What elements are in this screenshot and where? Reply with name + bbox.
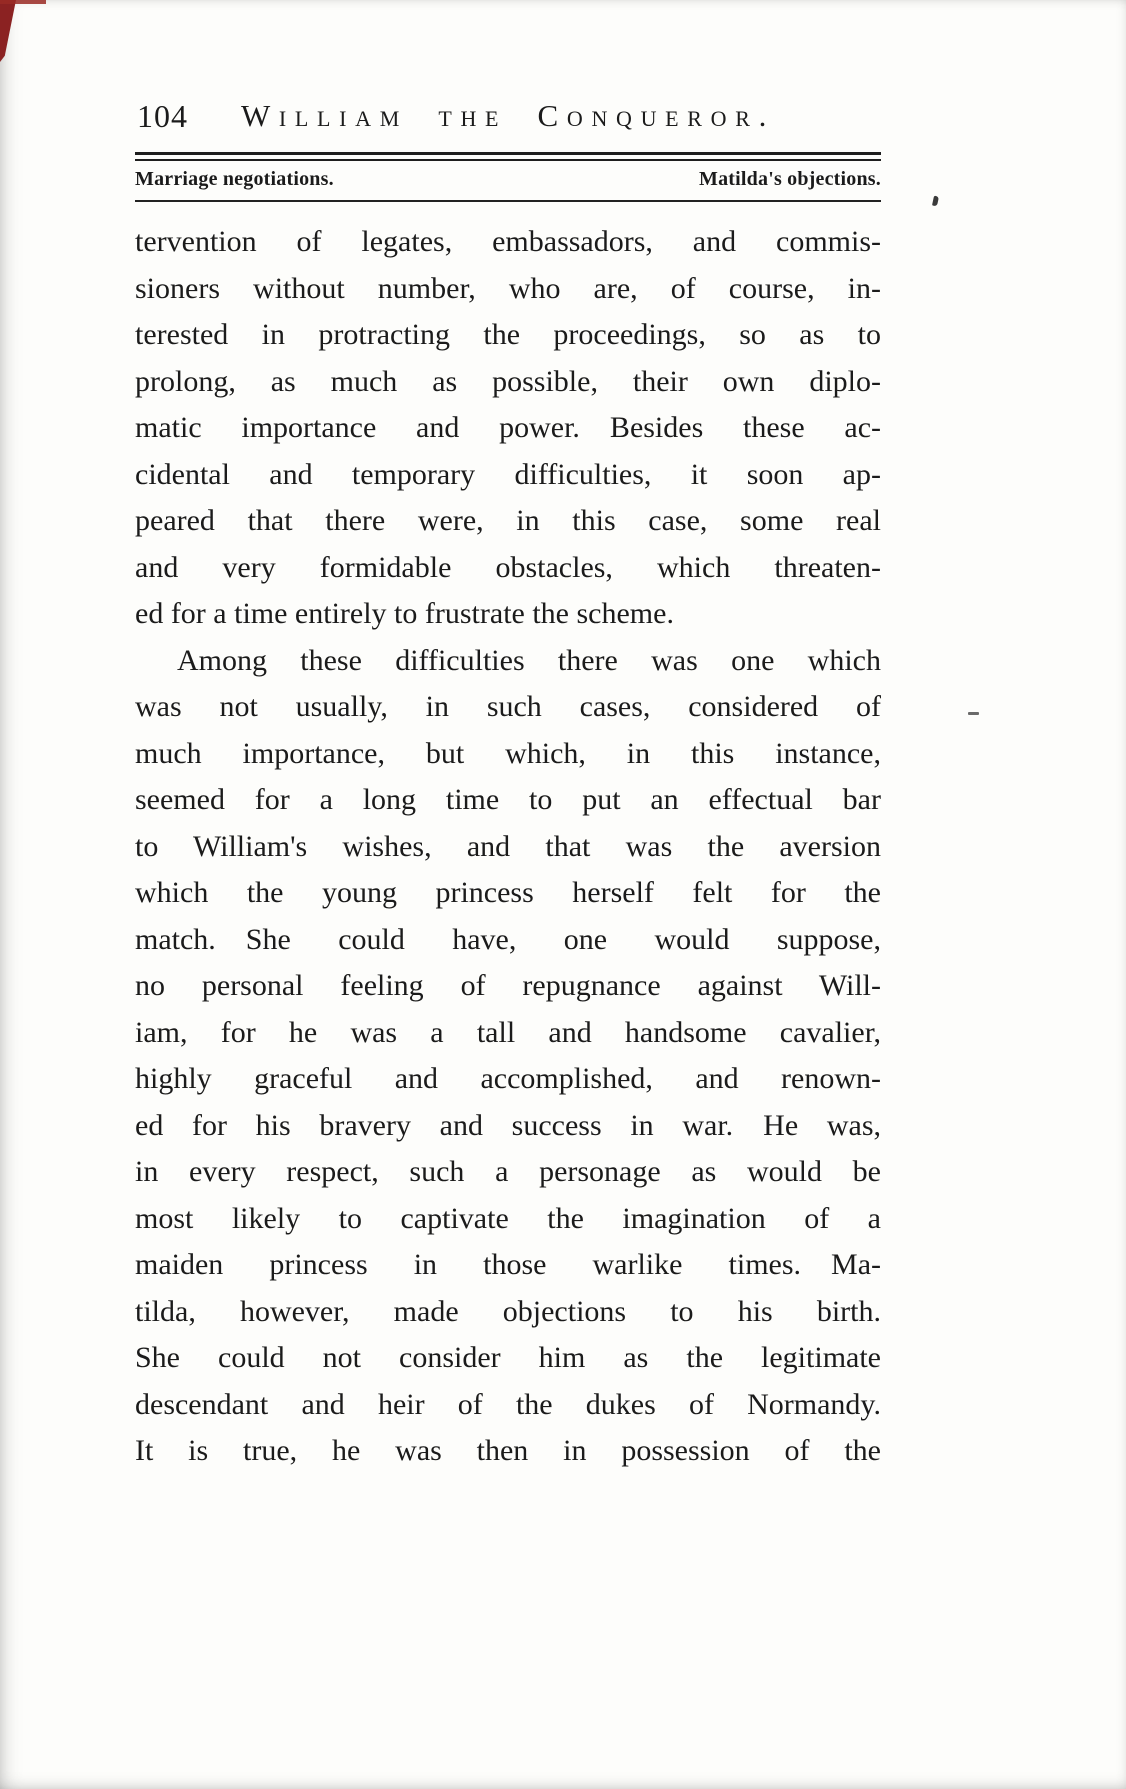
- text-line: iam, for he was a tall and handsome cavalier,: [135, 1015, 881, 1049]
- scan-artifact-red-corner: [0, 0, 16, 62]
- running-head-right: Matilda's objections.: [699, 168, 881, 190]
- text-line: highly graceful and accomplished, and renown-: [135, 1062, 881, 1095]
- text-line: match. She could have, one would suppose,: [135, 922, 881, 956]
- text-line: prolong, as much as possible, their own diplo-: [135, 364, 881, 398]
- text-line: descendant and heir of the dukes of Normandy.: [135, 1387, 881, 1421]
- page-title: William the Conqueror.: [240, 98, 775, 133]
- text-line: seemed for a long time to put an effectual bar: [135, 783, 881, 816]
- single-rule-divider: [135, 200, 881, 202]
- text-line: It is true, he was then in possession of the: [135, 1434, 881, 1467]
- double-rule-divider: [135, 152, 881, 161]
- text-line: peared that there were, in this case, some real: [135, 504, 881, 537]
- text-line: terested in protracting the proceedings, so as to: [135, 318, 881, 351]
- text-line: in every respect, such a personage as would be: [135, 1155, 881, 1188]
- text-line: matic importance and power. Besides these ac-: [135, 411, 881, 444]
- page-content: [135, 0, 881, 1475]
- text-line: ed for his bravery and success in war. He was,: [135, 1108, 881, 1142]
- text-line: to William's wishes, and that was the aversion: [135, 829, 881, 863]
- body-text: [135, 219, 881, 1475]
- text-line: most likely to captivate the imagination of a: [135, 1201, 881, 1235]
- page-header: [135, 98, 881, 202]
- text-line: cidental and temporary difficulties, it soon ap-: [135, 457, 881, 491]
- text-line: tervention of legates, embassadors, and commis-: [135, 225, 881, 258]
- scan-artifact-speck: [932, 196, 939, 207]
- text-line: much importance, but which, in this instance,: [135, 736, 881, 770]
- text-line: which the young princess herself felt for the: [135, 876, 881, 909]
- text-line: no personal feeling of repugnance against Will-: [135, 969, 881, 1002]
- header-row: [135, 98, 881, 140]
- text-line: was not usually, in such cases, considered of: [135, 690, 881, 723]
- text-line: and very formidable obstacles, which threaten-: [135, 550, 881, 584]
- scan-artifact-dash: [968, 712, 979, 715]
- text-line: ed for a time entirely to frustrate the scheme.: [135, 597, 674, 630]
- text-line: maiden princess in those warlike times. Ma-: [135, 1248, 881, 1281]
- scan-artifact-red-edge: [0, 0, 46, 4]
- page-number: 104: [137, 98, 188, 134]
- text-line: She could not consider him as the legitimate: [135, 1341, 881, 1374]
- text-line: Among these difficulties there was one which: [177, 643, 881, 677]
- text-line: sioners without number, who are, of course, in-: [135, 271, 881, 305]
- text-line: tilda, however, made objections to his birth.: [135, 1294, 881, 1328]
- running-heads: [135, 168, 881, 191]
- running-head-left: Marriage negotiations.: [135, 168, 334, 190]
